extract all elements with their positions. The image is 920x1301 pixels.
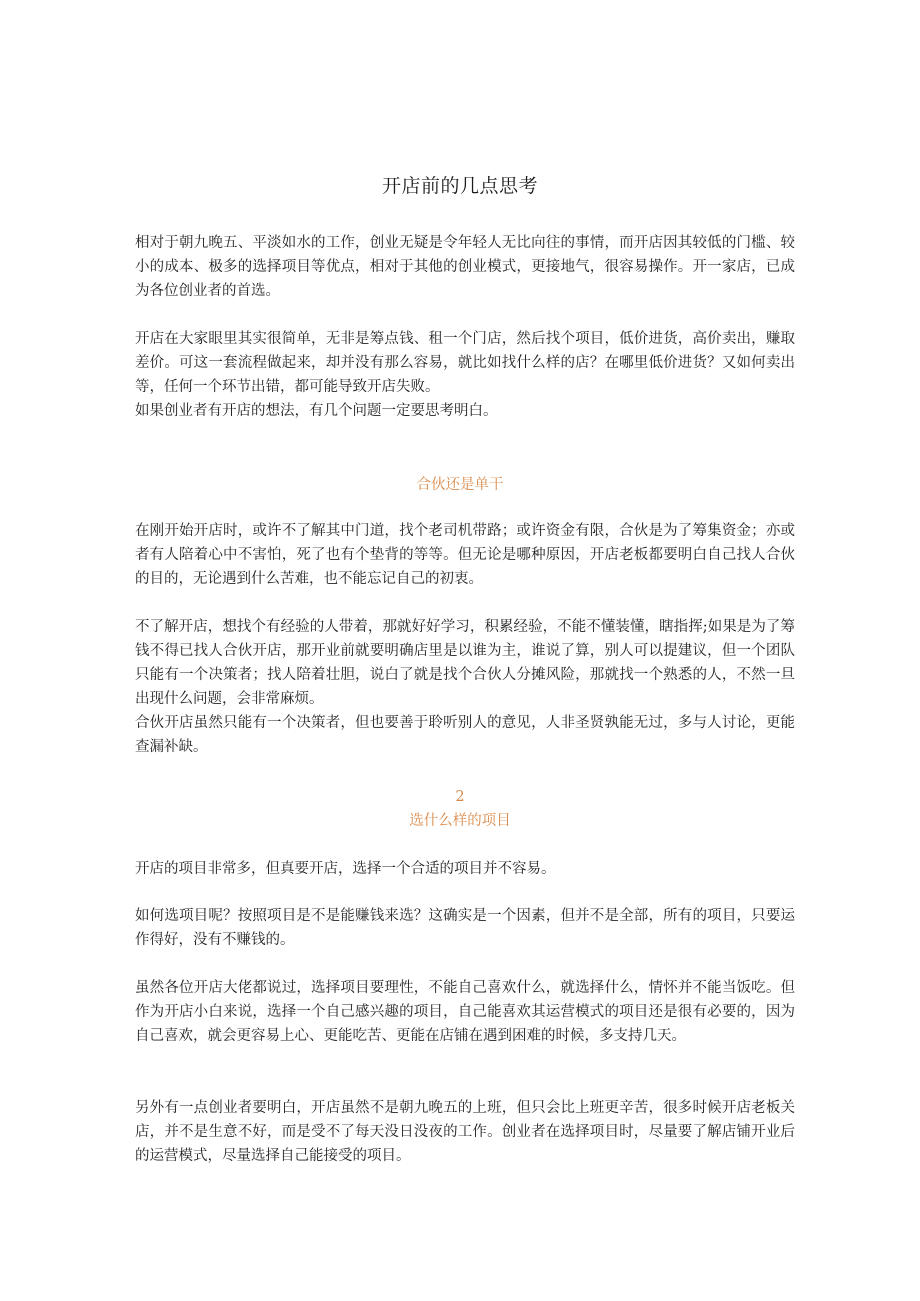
paragraph-text: 开店的项目非常多，但真要开店，选择一个合适的项目并不容易。 (135, 861, 556, 877)
section2-paragraph-1 (135, 857, 795, 881)
paragraph-text: 如何选项目呢？按照项目是不是能赚钱来选？这确实是一个因素，但并不是全部，所有的项目，只要运作得好，没有不赚钱的。 (135, 908, 795, 948)
section1-paragraph-1 (135, 519, 795, 591)
paragraph-text: 不了解开店，想找个有经验的人带着，那就好好学习，积累经验，不能不懂装懂，瞎指挥;如果是为了筹钱不得已找人合伙开店，那开业前就要明确店里是以谁为主，谁说了算，别人可以提建议，但一个团队只能有一个决策者；找人陪着壮胆，说白了就是找个合伙人分摊风险，那就找一个熟悉的人，不然一旦出现什么问题，会非常麻烦。 (135, 619, 795, 707)
intro-paragraph-2 (135, 327, 795, 423)
document-title: 开店前的几点思考 (381, 175, 538, 197)
section-heading-project: 选什么样的项目 (409, 813, 511, 829)
section-heading-partnership: 合伙还是单干 (416, 477, 504, 493)
section1-paragraph-2 (135, 615, 795, 759)
section2-paragraph-2 (135, 904, 795, 952)
paragraph-text: 另外有一点创业者要明白，开店虽然不是朝九晚五的上班，但只会比上班更辛苦，很多时候开店老板关店，并不是生意不好，而是受不了每天没日没夜的工作。创业者在选择项目时，尽量要了解店铺开业后的运营模式，尽量选择自己能接受的项目。 (135, 1100, 795, 1164)
section2-paragraph-4 (135, 1096, 795, 1168)
paragraph-text: 如果创业者有开店的想法，有几个问题一定要思考明白。 (135, 403, 498, 419)
paragraph-text: 开店在大家眼里其实很简单，无非是筹点钱、租一个门店，然后找个项目，低价进货，高价卖出，赚取差价。可这一套流程做起来，却并没有那么容易，就比如找什么样的店？在哪里低价进货？又如何卖出等，任何一个环节出错，都可能导致开店失败。 (135, 331, 795, 395)
paragraph-text: 在刚开始开店时，或许不了解其中门道，找个老司机带路；或许资金有限，合伙是为了筹集资金；亦或者有人陪着心中不害怕，死了也有个垫背的等等。但无论是哪种原因，开店老板都要明白自己找人合伙的目的，无论遇到什么苦难，也不能忘记自己的初衷。 (135, 523, 795, 587)
intro-paragraph-1 (135, 231, 795, 303)
paragraph-text: 相对于朝九晚五、平淡如水的工作，创业无疑是令年轻人无比向往的事情，而开店因其较低的门槛、较小的成本、极多的选择项目等优点，相对于其他的创业模式，更接地气，很容易操作。开一家店，已成为各位创业者的首选。 (135, 235, 795, 299)
paragraph-text: 虽然各位开店大佬都说过，选择项目要理性，不能自己喜欢什么，就选择什么，情怀并不能当饭吃。但作为开店小白来说，选择一个自己感兴趣的项目，自己能喜欢其运营模式的项目还是很有必要的，因为自己喜欢，就会更容易上心、更能吃苦、更能在店铺在遇到困难的时候，多支持几天。 (135, 980, 795, 1044)
section-number: 2 (455, 789, 465, 805)
section2-paragraph-3 (135, 976, 795, 1048)
paragraph-text: 合伙开店虽然只能有一个决策者，但也要善于聆听别人的意见，人非圣贤孰能无过，多与人讨论，更能查漏补缺。 (135, 715, 795, 755)
